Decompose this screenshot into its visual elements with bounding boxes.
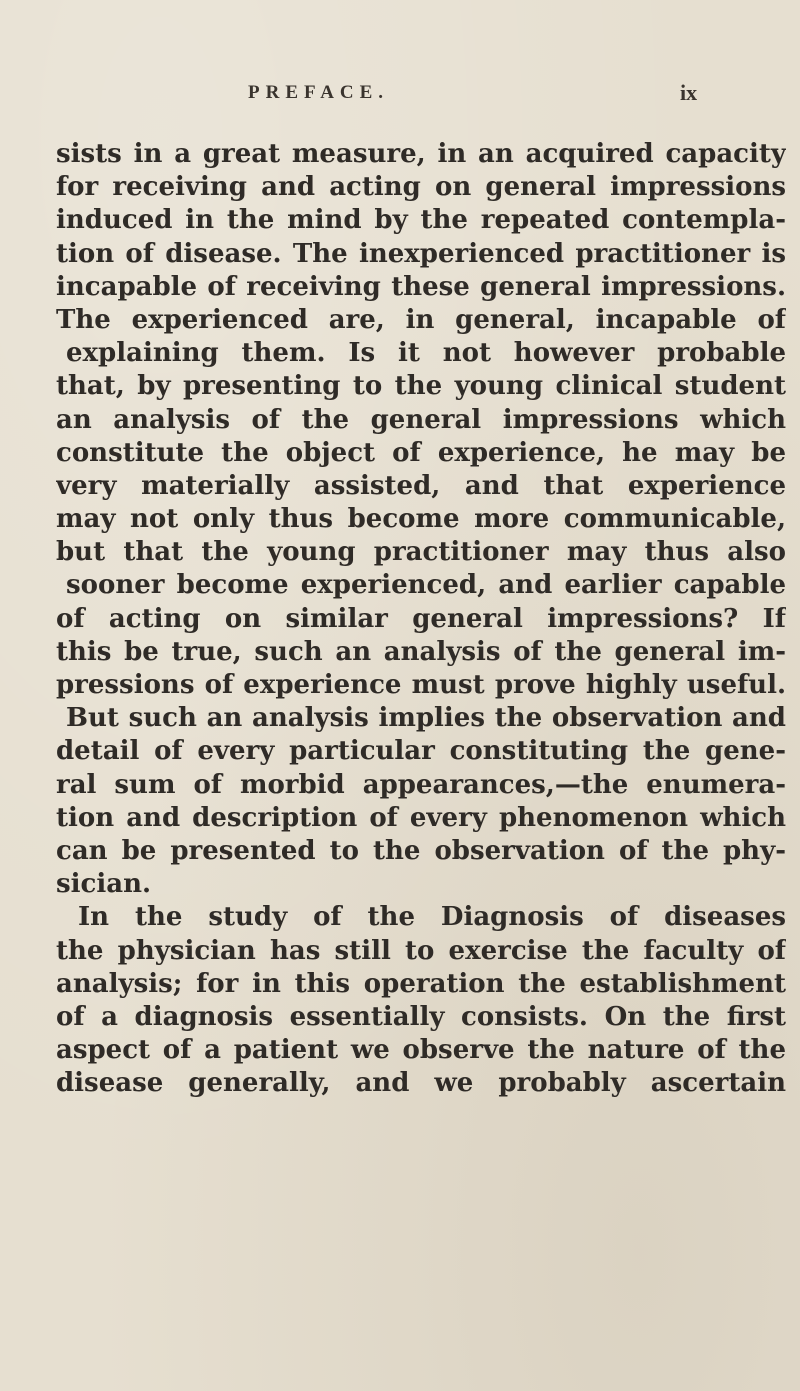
text-line: of acting on similar general impressions? If	[56, 603, 786, 634]
text-line: can be presented to the observation of the phy-	[56, 835, 786, 866]
text-line: constitute the object of experience, he may be	[56, 437, 786, 468]
paragraph-start-line: In the study of the Diagnosis of diseases	[78, 902, 786, 933]
text-line: detail of every particular constituting the gene-	[56, 736, 786, 767]
text-line: aspect of a patient we observe the nature of the	[56, 1035, 786, 1066]
text-line: analysis; for in this operation the establishment	[56, 968, 786, 999]
text-line: disease generally, and we probably ascertain	[56, 1068, 786, 1099]
text-line: may not only thus become more communicable,	[56, 504, 786, 535]
text-line: sician.	[56, 869, 152, 900]
text-line: of a diagnosis essentially consists. On the first	[56, 1001, 786, 1032]
text-line: sists in a great measure, in an acquired capacity	[56, 139, 786, 169]
text-line: that, by presenting to the young clinical student	[56, 371, 786, 402]
text-line: for receiving and acting on general impressions	[56, 172, 786, 203]
text-line: explaining them. Is it not however probable	[66, 338, 786, 369]
text-line: The experienced are, in general, incapable of	[56, 304, 786, 335]
text-line: this be true, such an analysis of the general im-	[56, 636, 786, 667]
text-line: induced in the mind by the repeated contempla-	[56, 205, 786, 236]
text-line: ral sum of morbid appearances,—the enumera-	[56, 769, 786, 800]
page-header	[0, 70, 800, 110]
text-line: pressions of experience must prove highly useful.	[56, 670, 786, 700]
text-line: very materially assisted, and that experience	[56, 470, 786, 501]
body-text	[56, 138, 786, 1100]
text-line: sooner become experienced, and earlier capable	[66, 570, 786, 601]
text-line: an analysis of the general impressions which	[56, 404, 786, 435]
text-line: But such an analysis implies the observation and	[66, 703, 786, 734]
text-line: tion and description of every phenomenon which	[56, 802, 786, 833]
text-line: the physician has still to exercise the faculty of	[56, 935, 786, 966]
text-line: incapable of receiving these general impressions.	[56, 271, 786, 302]
text-line: but that the young practitioner may thus also	[56, 537, 786, 568]
text-line: tion of disease. The inexperienced practitioner is	[56, 238, 786, 269]
page-number: ix	[680, 80, 698, 105]
running-head: PREFACE.	[248, 82, 390, 103]
